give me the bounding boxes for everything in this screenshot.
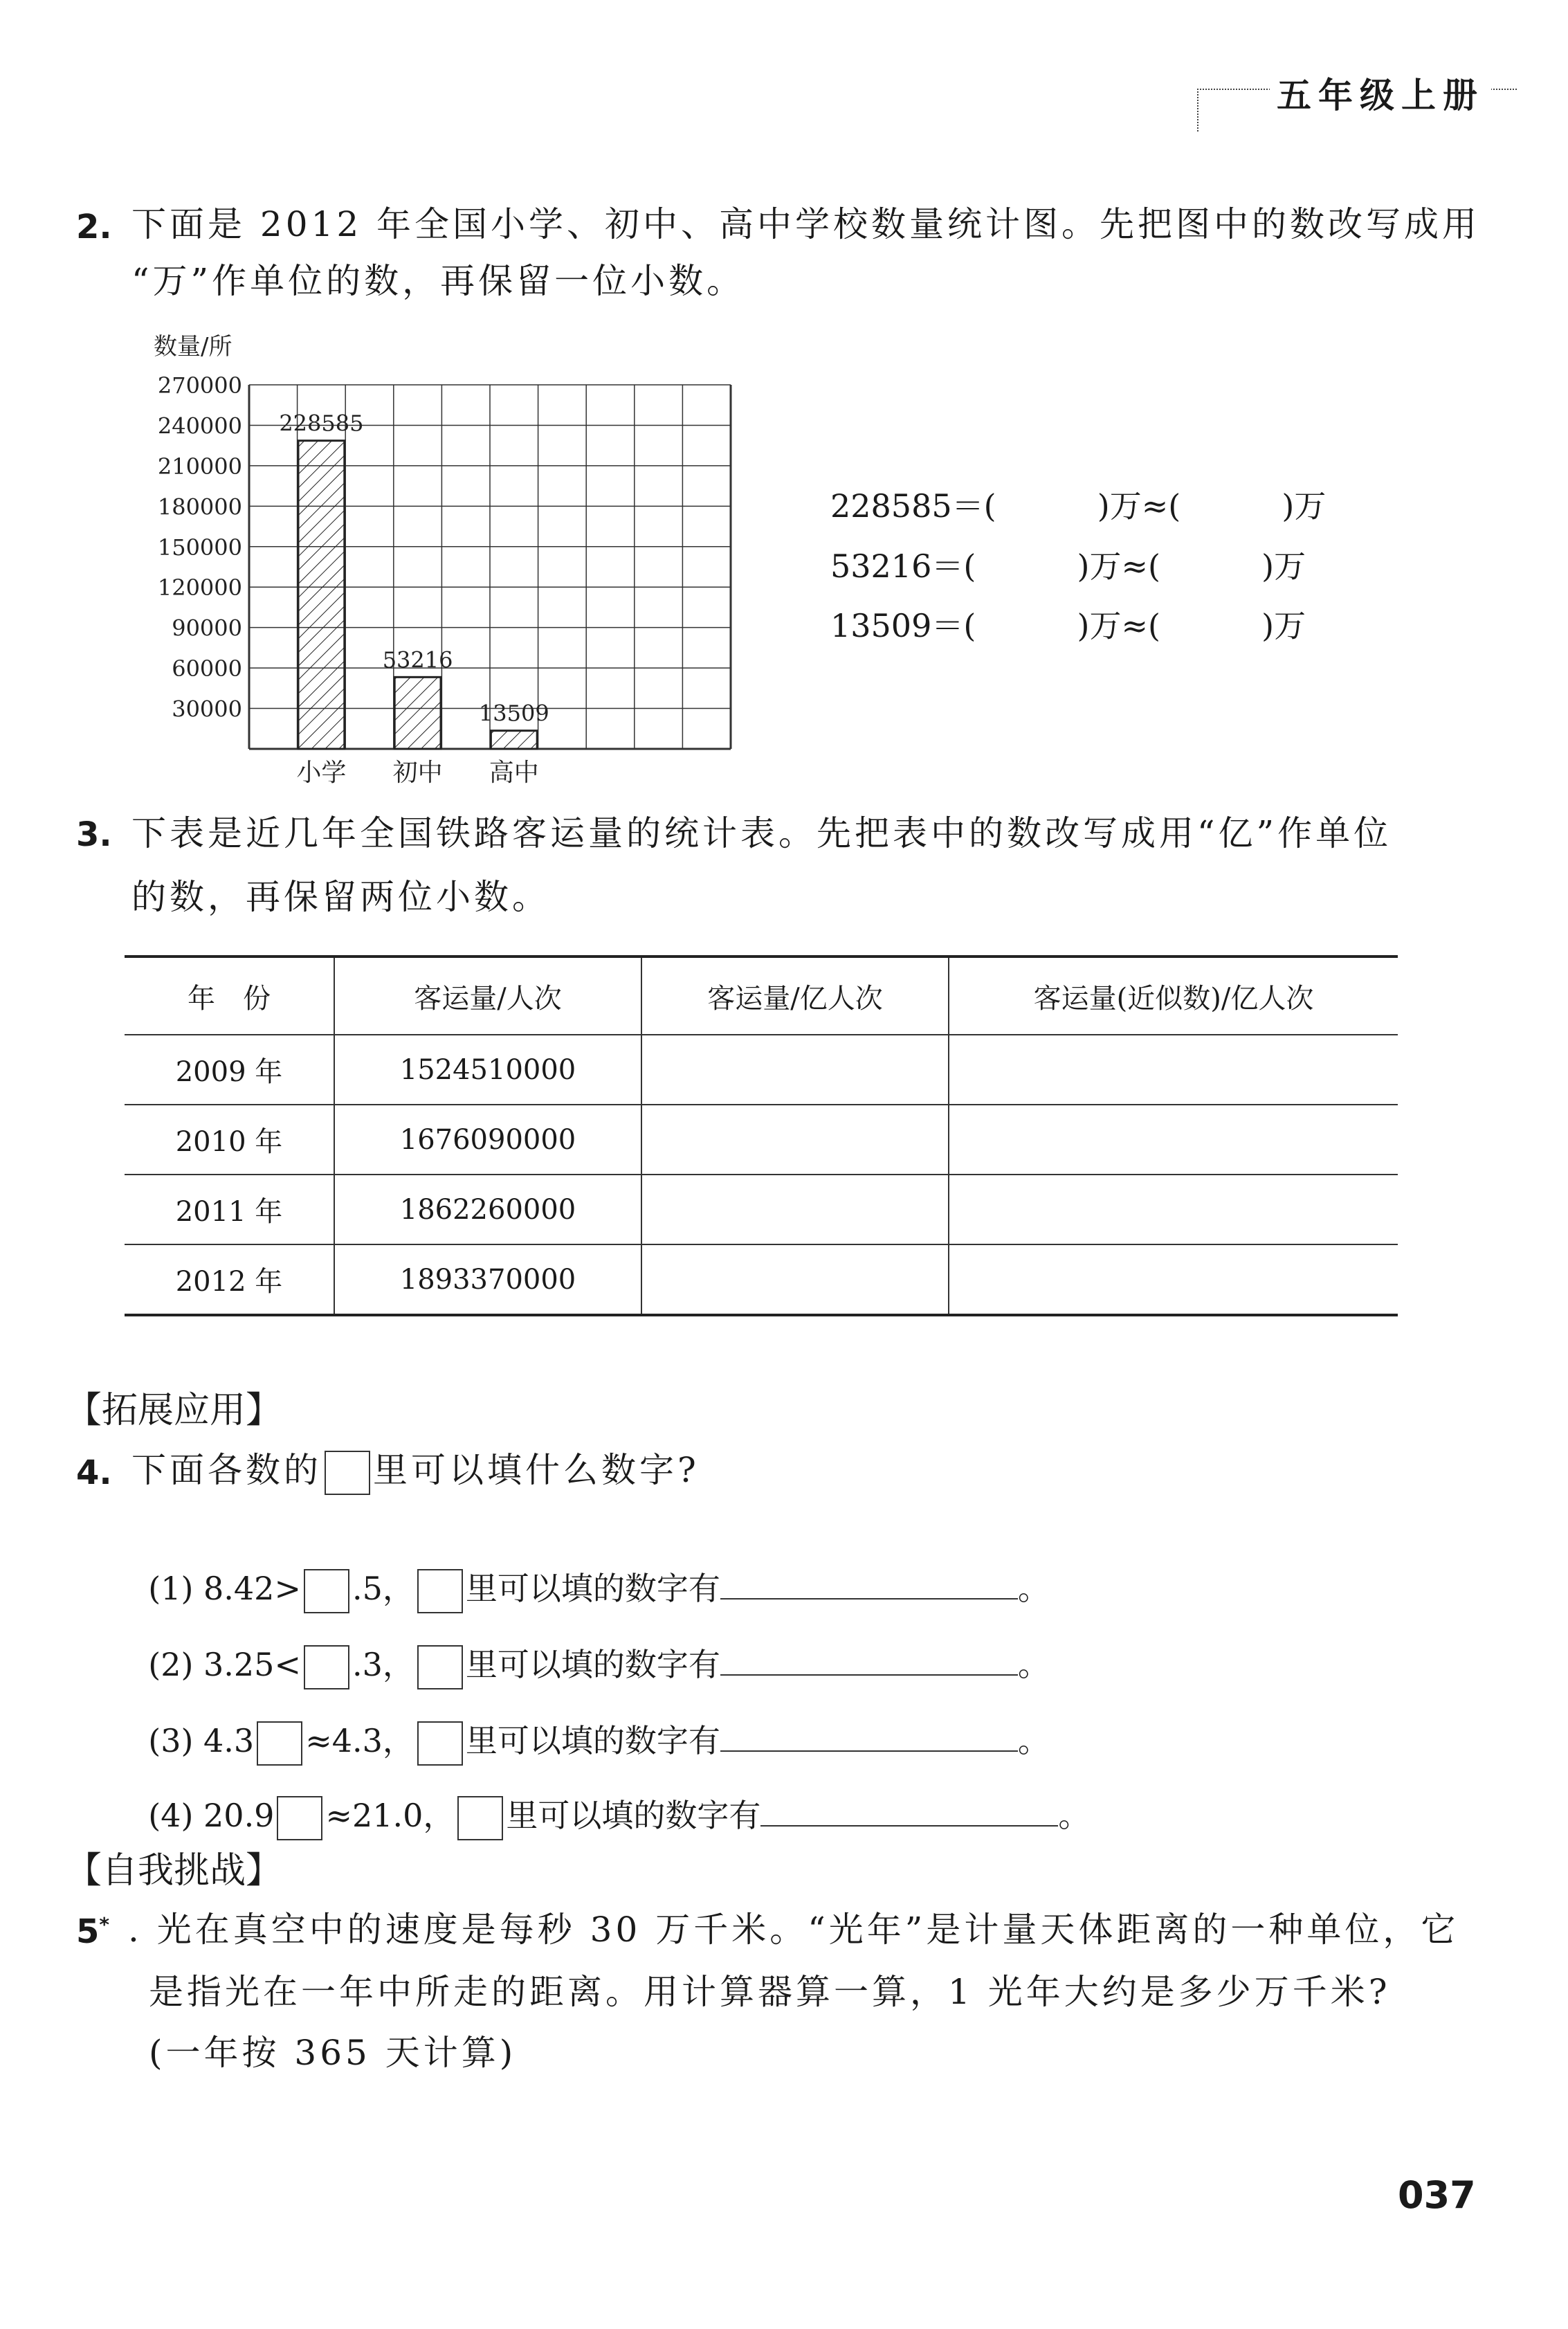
table-header: 年 份 bbox=[125, 957, 334, 1035]
answer-blank[interactable] bbox=[720, 1723, 1018, 1752]
volume-cell: 1862260000 bbox=[334, 1175, 641, 1244]
volume-cell: 1524510000 bbox=[334, 1035, 641, 1105]
answer-cell[interactable] bbox=[641, 1175, 949, 1244]
year-cell: 2011 年 bbox=[125, 1175, 334, 1244]
q4-item-3: (3) 4.3 ≈4.3， 里可以填的数字有 。 bbox=[128, 1678, 1050, 1766]
digit-box[interactable] bbox=[277, 1796, 322, 1840]
q2-text-line2: “万”作单位的数，再保留一位小数。 bbox=[131, 261, 745, 301]
digit-box[interactable] bbox=[457, 1796, 503, 1840]
category-label: 小学 bbox=[296, 759, 347, 787]
q5-text-line1: . 光在真空中的速度是每秒 30 万千米。“光年”是计量天体距离的一种单位，它 bbox=[128, 1910, 1459, 1950]
bar-data-label: 228585 bbox=[279, 410, 364, 437]
y-tick-label: 240000 bbox=[157, 413, 242, 439]
bar-1 bbox=[298, 441, 345, 749]
table-header: 客运量/亿人次 bbox=[641, 957, 949, 1035]
year-cell: 2012 年 bbox=[125, 1244, 334, 1315]
category-label: 高中 bbox=[489, 759, 539, 787]
passenger-volume-table bbox=[125, 955, 1398, 1316]
table-header: 客运量/人次 bbox=[334, 957, 641, 1035]
table-row bbox=[125, 1244, 1398, 1315]
table-row bbox=[125, 1105, 1398, 1175]
chart-y-axis-label: 数量/所 bbox=[154, 333, 233, 361]
q4-intro-a: 下面各数的 bbox=[131, 1450, 322, 1490]
bar-2 bbox=[394, 677, 441, 749]
q3-number: 3. bbox=[76, 815, 112, 854]
q3-text-line1: 下表是近几年全国铁路客运量的统计表。先把表中的数改写成用“亿”作单位 bbox=[131, 813, 1392, 853]
volume-cell: 1893370000 bbox=[334, 1244, 641, 1315]
answer-blank[interactable] bbox=[720, 1647, 1018, 1676]
volume-cell: 1676090000 bbox=[334, 1105, 641, 1175]
section-title-extension: 【拓展应用】 bbox=[66, 1390, 282, 1431]
chart-categories bbox=[296, 759, 538, 787]
table-header: 客运量(近似数)/亿人次 bbox=[949, 957, 1398, 1035]
q4-number: 4. bbox=[76, 1453, 112, 1492]
q5-text-line3: (一年按 365 天计算) bbox=[149, 2033, 517, 2073]
q4-item-2: (2) 3.25< .3， 里可以填的数字有 。 bbox=[128, 1602, 1050, 1689]
y-tick-label: 270000 bbox=[157, 372, 242, 399]
page-number: 037 bbox=[1398, 2173, 1476, 2217]
y-tick-label: 120000 bbox=[157, 574, 242, 601]
answer-blank[interactable] bbox=[720, 1570, 1018, 1600]
q2-number: 2. bbox=[76, 208, 112, 246]
y-tick-label: 30000 bbox=[172, 696, 242, 723]
q4-item-4: (4) 20.9 ≈21.0， 里可以填的数字有 。 bbox=[128, 1753, 1090, 1840]
y-tick-label: 60000 bbox=[172, 655, 242, 682]
equation-row-2: 53216＝( )万≈( )万 bbox=[830, 547, 1306, 585]
q2-text-line1: 下面是 2012 年全国小学、初中、高中学校数量统计图。先把图中的数改写成用 bbox=[131, 204, 1481, 244]
table-row bbox=[125, 1175, 1398, 1244]
answer-cell[interactable] bbox=[641, 1035, 949, 1105]
answer-cell[interactable] bbox=[641, 1105, 949, 1175]
y-tick-label: 150000 bbox=[157, 534, 242, 561]
bar-data-label: 13509 bbox=[478, 700, 549, 727]
q4-item-1: (1) 8.42> .5， 里可以填的数字有 。 bbox=[128, 1526, 1050, 1613]
answer-cell[interactable] bbox=[641, 1244, 949, 1315]
school-count-chart bbox=[138, 332, 761, 789]
bar-3 bbox=[491, 731, 537, 749]
approx-answer-cell[interactable] bbox=[949, 1035, 1398, 1105]
table-row bbox=[125, 1035, 1398, 1105]
q3-text-line2: 的数，再保留两位小数。 bbox=[131, 877, 550, 917]
q5-number: 5* bbox=[76, 1912, 110, 1951]
chart-y-ticks bbox=[158, 372, 242, 723]
section-title-challenge: 【自我挑战】 bbox=[66, 1850, 282, 1892]
approx-answer-cell[interactable] bbox=[949, 1244, 1398, 1315]
q4-intro bbox=[131, 1445, 700, 1495]
digit-box bbox=[325, 1451, 370, 1495]
chart-bars bbox=[279, 410, 549, 749]
equation-row-3: 13509＝( )万≈( )万 bbox=[830, 607, 1306, 644]
y-tick-label: 90000 bbox=[172, 615, 242, 642]
year-cell: 2009 年 bbox=[125, 1035, 334, 1105]
book-title: 五年级上册 bbox=[1270, 68, 1491, 118]
y-tick-label: 210000 bbox=[157, 453, 242, 480]
year-cell: 2010 年 bbox=[125, 1105, 334, 1175]
equation-row-1: 228585＝( )万≈( )万 bbox=[830, 487, 1327, 525]
approx-answer-cell[interactable] bbox=[949, 1175, 1398, 1244]
table-header-row bbox=[125, 957, 1398, 1035]
bar-data-label: 53216 bbox=[382, 646, 453, 673]
category-label: 初中 bbox=[392, 759, 443, 787]
q5-text-line2: 是指光在一年中所走的距离。用计算器算一算，1 光年大约是多少万千米? bbox=[149, 1972, 1391, 2012]
q4-intro-b: 里可以填什么数字? bbox=[373, 1450, 700, 1490]
answer-blank[interactable] bbox=[760, 1797, 1058, 1827]
approx-answer-cell[interactable] bbox=[949, 1105, 1398, 1175]
y-tick-label: 180000 bbox=[157, 493, 242, 520]
